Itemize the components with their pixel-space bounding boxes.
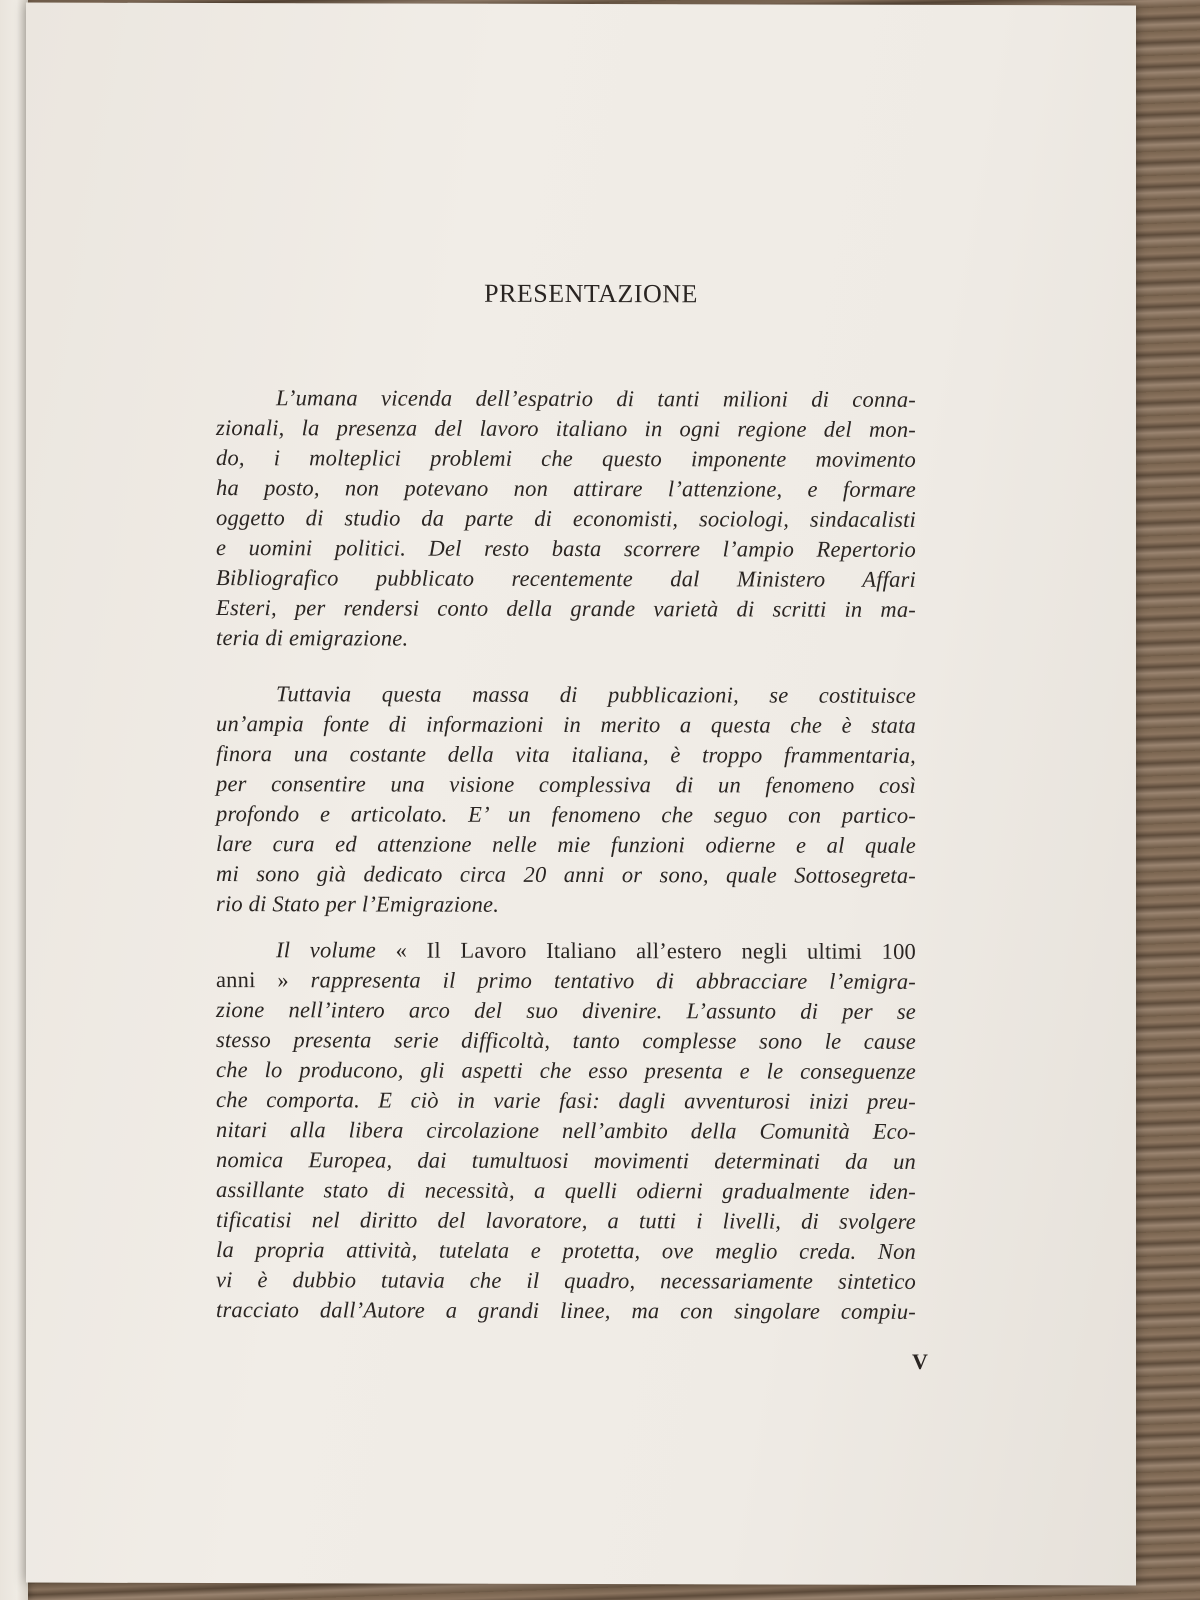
- text-fragment-italic: Il volume: [276, 937, 376, 963]
- reverse-side-show-through: [201, 171, 901, 200]
- text-fragment-italic: rappresenta il primo tentativo di abbracciare l’emigra-: [310, 967, 916, 994]
- text-line: stesso presenta serie difficoltà, tanto complesse sono le cause: [216, 1027, 916, 1054]
- text-line: che comporta. E ciò in varie fasi: dagli avventurosi inizi preu-: [216, 1087, 916, 1114]
- text-line: che lo producono, gli aspetti che esso presenta e le conseguenze: [216, 1057, 916, 1084]
- text-line: zione nell’intero arco del suo divenire. L’assunto di per se: [216, 997, 916, 1024]
- text-line: e uomini politici. Del resto basta scorrere l’ampio Repertorio: [216, 535, 916, 562]
- previous-page-edge: [0, 0, 28, 1600]
- text-line: zionali, la presenza del lavoro italiano in ogni regione del mon-: [216, 415, 916, 442]
- paragraph-2: [216, 679, 916, 921]
- text-line: assillante stato di necessità, a quelli odierni gradualmente iden-: [216, 1177, 916, 1204]
- text-line: tracciato dall’Autore a grandi linee, ma con singolare compiu-: [216, 1297, 916, 1324]
- book-title-quote-end: anni »: [216, 967, 289, 993]
- book-page: [26, 3, 1136, 1586]
- text-line: nomica Europea, dai tumultuosi movimenti determinati da un: [216, 1147, 916, 1174]
- text-line: Bibliografico pubblicato recentemente dal Ministero Affari: [216, 565, 916, 592]
- text-line: mi sono già dedicato circa 20 anni or sono, quale Sottosegreta-: [216, 861, 916, 888]
- page-title: PRESENTAZIONE: [484, 278, 698, 309]
- text-line: rio di Stato per l’Emigrazione.: [216, 891, 500, 917]
- text-line: Tuttavia questa massa di pubblicazioni, se costituisce: [276, 681, 916, 708]
- text-line: lare cura ed attenzione nelle mie funzioni odierne e al quale: [216, 831, 916, 858]
- text-line: finora una costante della vita italiana, è troppo frammentaria,: [216, 741, 916, 768]
- text-line: un’ampia fonte di informazioni in merito a questa che è stata: [216, 711, 916, 738]
- text-line: profondo e articolato. E’ un fenomeno che seguo con partico-: [216, 801, 916, 828]
- text-line: [216, 965, 916, 997]
- text-line: oggetto di studio da parte di economisti, sociologi, sindacalisti: [216, 505, 916, 532]
- paragraph-1: [216, 383, 916, 655]
- text-line: Esteri, per rendersi conto della grande varietà di scritti in ma-: [216, 595, 916, 622]
- text-line: vi è dubbio tutavia che il quadro, necessariamente sintetico: [216, 1267, 916, 1294]
- text-line: tificatisi nel diritto del lavoratore, a tutti i livelli, di svolgere: [216, 1207, 916, 1234]
- text-line: per consentire una visione complessiva di un fenomeno così: [216, 771, 916, 798]
- book-title-quote: « Il Lavoro Italiano all’estero negli ultimi 100: [395, 937, 916, 964]
- text-line: la propria attività, tutelata e protetta, ove meglio creda. Non: [216, 1237, 916, 1264]
- text-line: [216, 935, 916, 967]
- text-line: do, i molteplici problemi che questo imponente movimento: [216, 445, 916, 472]
- text-line: ha posto, non potevano non attirare l’attenzione, e formare: [216, 475, 916, 502]
- text-line: L’umana vicenda dell’espatrio di tanti milioni di conna-: [276, 385, 916, 412]
- text-line: teria di emigrazione.: [216, 625, 409, 651]
- page-number: V: [912, 1348, 928, 1374]
- paragraph-3: [216, 935, 916, 1327]
- text-line: nitari alla libera circolazione nell’ambito della Comunità Eco-: [216, 1117, 916, 1144]
